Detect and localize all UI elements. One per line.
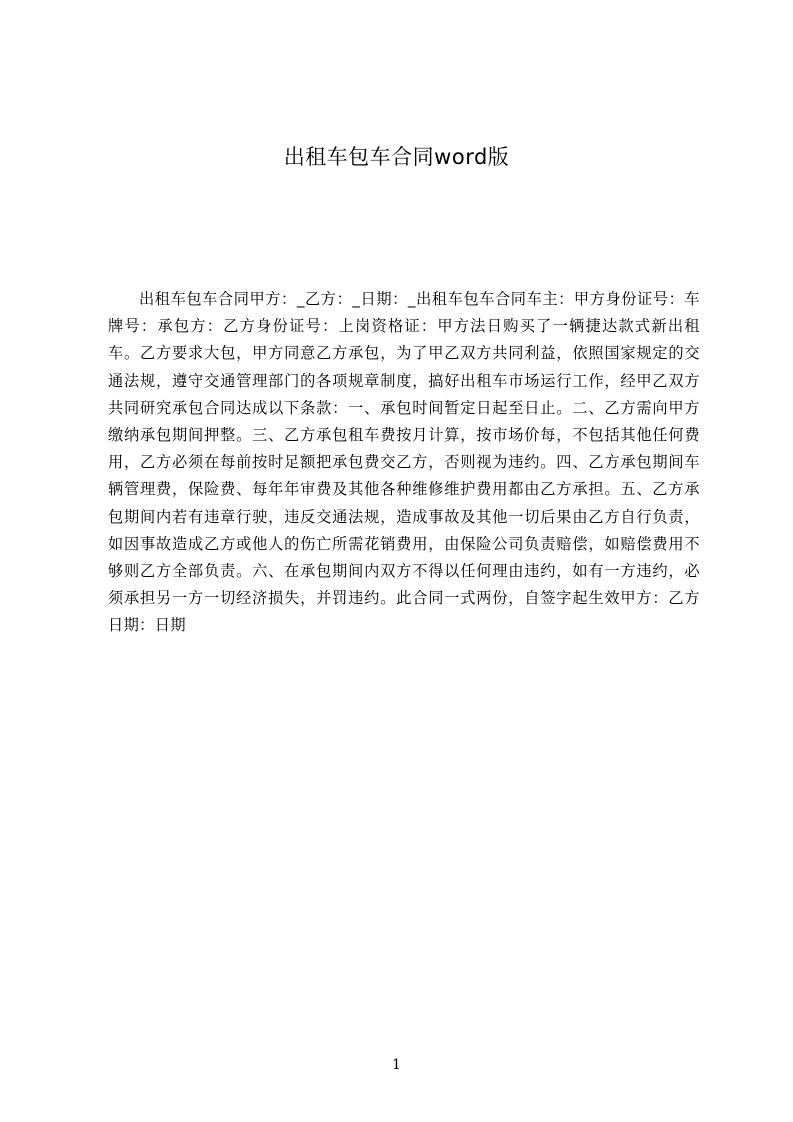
page-number: 1 — [392, 1057, 401, 1073]
document-title: 出租车包车合同word版 — [283, 145, 510, 169]
contract-body-text: 出租车包车合同甲方：_乙方：_日期：_出租车包车合同车主：甲方身份证号：车牌号：承包方：乙方身份证号：上岗资格证：甲方法日购买了一辆捷达款式新出租车。乙方要求大包，甲方同意乙方承包，为了甲乙双方共同利益，依照国家规定的交通法规，遵守交通管理部门的各项规章制度，搞好出租车市场运行工作，经甲乙双方共同研究承包合同达成以下条款：一、承包时间暂定日起至日止。二、乙方需向甲方缴纳承包期间押整。三、乙方承包租车费按月计算，按市场价每，不包括其他任何费用，乙方必须在每前按时足额把承包费交乙方，否则视为违约。四、乙方承包期间车辆管理费，保险费、每年年审费及其他各种维修维护费用都由乙方承担。五、乙方承包期间内若有违章行驶，违反交通法规，造成事故及其他一切后果由乙方自行负责，如因事故造成乙方或他人的伤亡所需花销费用，由保险公司负责赔偿，如赔偿费用不够则乙方全部负责。六、在承包期间内双方不得以任何理由违约，如有一方违约，必须承担另一方一切经济损失，并罚违约。此合同一式两份，自签字起生效甲方：乙方日期：日期 — [108, 290, 700, 635]
